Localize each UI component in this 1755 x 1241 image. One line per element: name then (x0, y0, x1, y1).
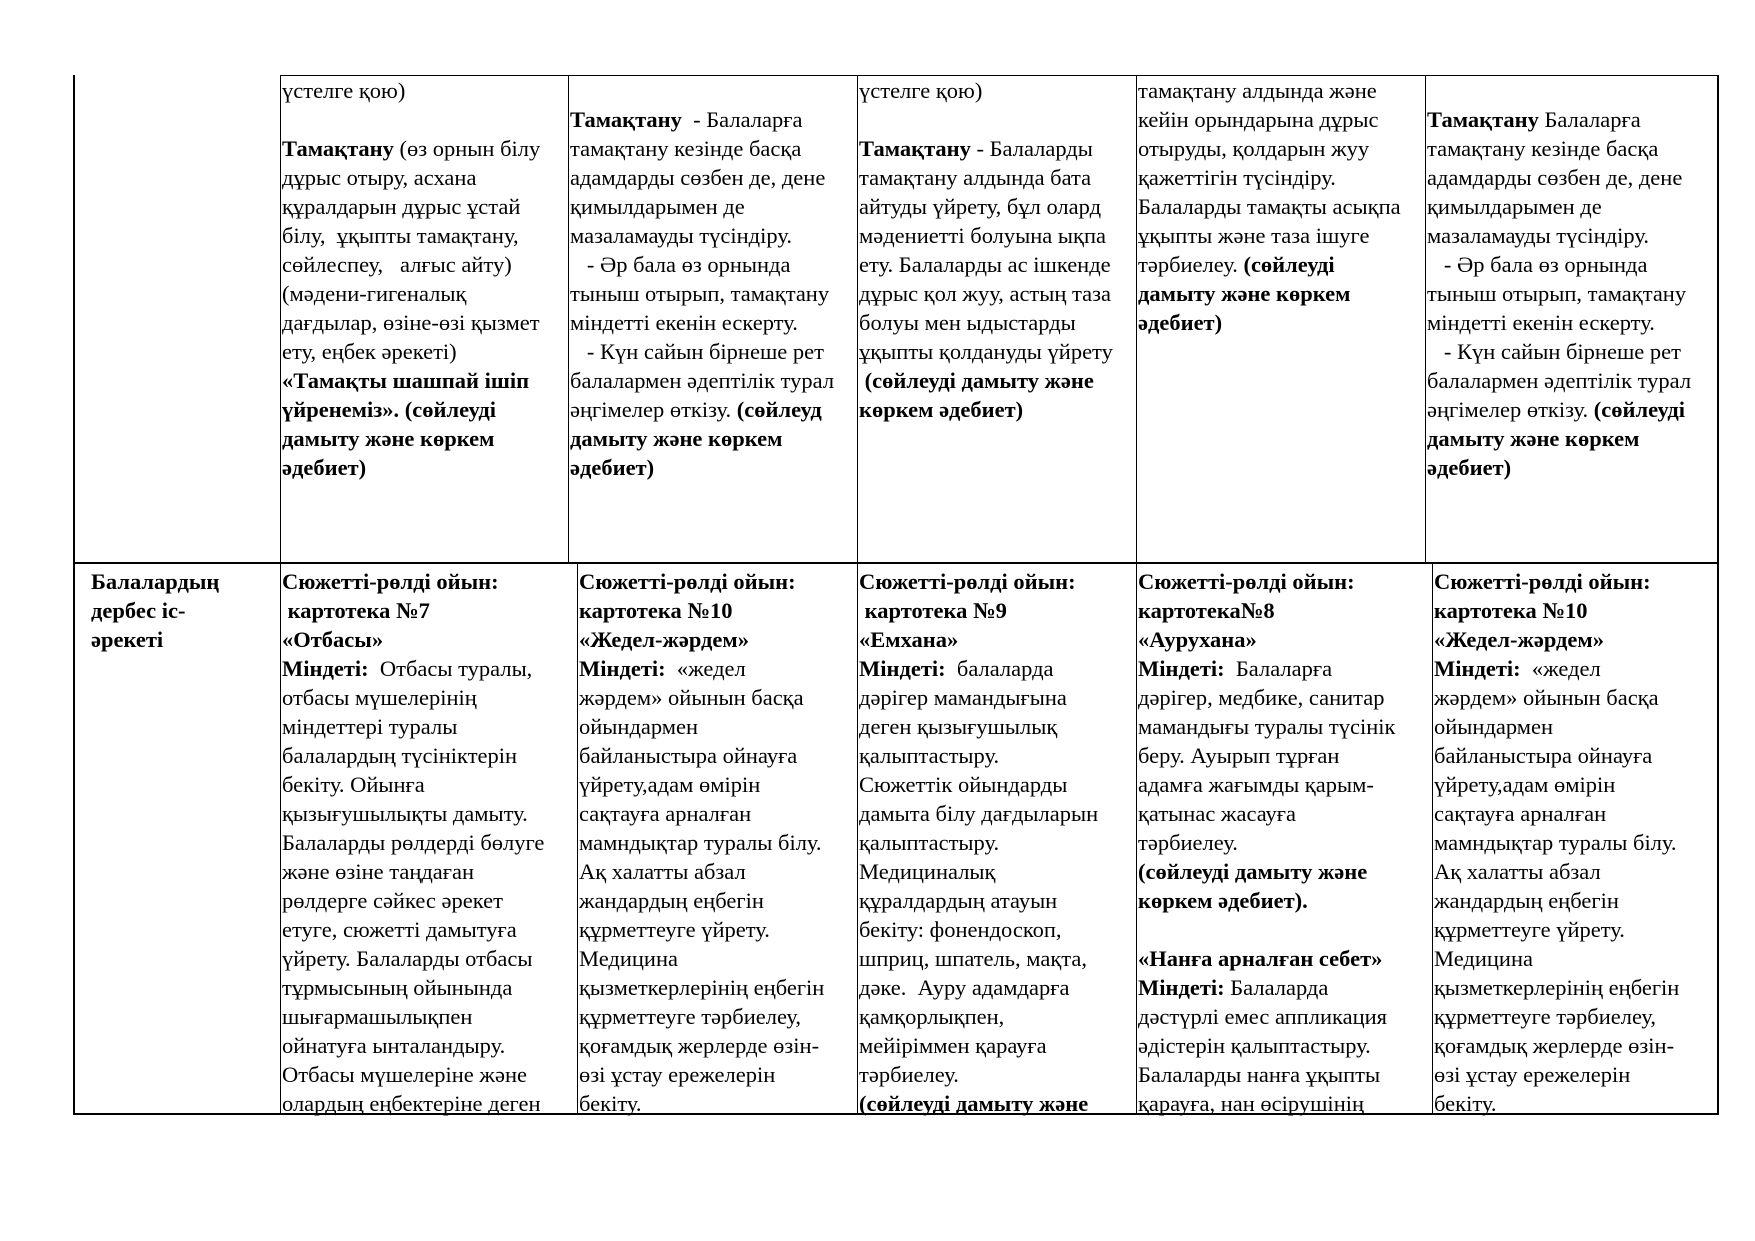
text-line: картотека №10 (579, 598, 733, 623)
text-line: - Күн сайын бірнеше рет (570, 339, 824, 364)
row-label-cell (91, 567, 279, 654)
text-line: тәрбиелеу. (859, 1062, 959, 1087)
bold-text: Тамақтану (282, 136, 394, 161)
table-border-left (73, 75, 75, 1115)
text-line: балалармен әдептілік турал (1427, 368, 1692, 393)
text-line: отыруды, қолдарын жуу (1138, 136, 1370, 161)
text-line: мамндықтар туралы білу. (579, 830, 822, 855)
text-line (1427, 76, 1717, 105)
text-line: дұрыс қол жуу, астың таза (859, 281, 1112, 306)
col-divider-2-top (568, 75, 569, 563)
text-line: дәрігер, медбике, санитар (1138, 685, 1385, 710)
bold-text: Міндеті: (859, 656, 946, 681)
text-segment: - Балаларға (681, 107, 803, 132)
text-line: «Нанға арналған себет» (1138, 946, 1383, 971)
text-line (859, 134, 1136, 163)
text-line (570, 395, 857, 424)
text-line: әдістерін қалыптастыру. (1138, 1033, 1371, 1058)
text-line: қызығушылықты дамыту. (282, 801, 528, 826)
text-line: әдебиет) (1138, 310, 1223, 335)
text-line: қатынас жасауға (1138, 801, 1297, 826)
text-line: Балаларды тамақты асықпа (1138, 194, 1401, 219)
text-line: көркем әдебиет) (859, 397, 1024, 422)
row-divider (73, 562, 1719, 564)
text-line (1138, 915, 1431, 944)
text-segment: Балаларда (1224, 975, 1329, 1000)
text-line: картотека №10 (1434, 598, 1588, 623)
text-line: Сюжеттік ойындарды (859, 772, 1068, 797)
text-line: (сөйлеуді дамыту және (859, 368, 1094, 393)
text-line: ойындармен (1434, 714, 1554, 739)
bold-text: (сөйлеуді (1243, 252, 1335, 277)
bottom-row-cell-4 (1138, 567, 1431, 1118)
text-line: Медицина (1434, 946, 1533, 971)
bottom-row-cell-3 (859, 567, 1136, 1118)
text-line: байланыстыра ойнауға (579, 743, 798, 768)
text-segment: «жедел (1520, 656, 1601, 681)
text-line: мазаламауды түсіндіру. (570, 223, 792, 248)
text-line: бекіту. (579, 1091, 642, 1116)
col-divider-1 (280, 75, 281, 1114)
bold-text: Тамақтану (859, 136, 971, 161)
text-line: шприц, шпатель, мақта, (859, 946, 1087, 971)
bold-text: Тамақтану (1427, 107, 1539, 132)
text-line: міндетті екенін ескерту. (1427, 310, 1655, 335)
text-line: дағдылар, өзіне-өзі қызмет (282, 310, 540, 335)
text-line: және өзіне таңдаған (282, 859, 475, 884)
text-line (1138, 250, 1425, 279)
text-line: (сөйлеуді дамыту және (859, 1091, 1089, 1116)
top-row-cell-2 (570, 76, 857, 482)
top-row-cell-1 (282, 76, 568, 482)
text-line (859, 654, 1136, 683)
text-line: картотека №7 (282, 598, 430, 623)
text-line: ету. Балаларды ас ішкенде (859, 252, 1111, 277)
text-segment: Балаларға (1224, 656, 1333, 681)
text-line: Сюжетті-рөлді ойын: (1434, 569, 1651, 594)
text-segment: «жедел (665, 656, 746, 681)
text-line: Медициналық (859, 859, 996, 884)
text-line: дәрігер мамандығына (859, 685, 1067, 710)
text-line: айтуды үйрету, бұл олард (859, 194, 1102, 219)
text-line: міндетті екенін ескерту. (570, 310, 798, 335)
text-line: бекіту. Ойынға (282, 772, 425, 797)
text-line: дәке. Ауру адамдарға (859, 975, 1070, 1000)
text-line: дамыту және көркем (1138, 281, 1351, 306)
text-line: Сюжетті-рөлді ойын: (1138, 569, 1355, 594)
text-line: Сюжетті-рөлді ойын: (282, 569, 499, 594)
bold-text: Тамақтану (570, 107, 682, 132)
text-line: Ақ халатты абзал (1434, 859, 1601, 884)
text-line: «Отбасы» (282, 627, 384, 652)
text-line: Отбасы мүшелеріне және (282, 1062, 527, 1087)
text-line: болуы мен ыдыстарды (859, 310, 1076, 335)
text-line: мазаламауды түсіндіру. (1427, 223, 1649, 248)
text-segment: Балаларға (1538, 107, 1641, 132)
text-line: тамақтану кезінде басқа (570, 136, 802, 161)
text-segment: әңгімелер өткізу. (570, 397, 737, 422)
text-line: құрметтеуге тәрбиелеу, (579, 1004, 802, 1029)
text-line: көркем әдебиет). (1138, 888, 1308, 913)
text-line: ойындармен (579, 714, 699, 739)
col-divider-5-bottom (1432, 563, 1433, 1114)
top-row-cell-5 (1427, 76, 1717, 482)
text-line: Ақ халатты абзал (579, 859, 746, 884)
text-line: әдебиет) (282, 455, 367, 480)
text-line (1434, 654, 1717, 683)
text-line: жәрдем» ойынын басқа (1434, 685, 1659, 710)
col-divider-2-bottom (577, 563, 578, 1114)
text-segment: тәрбиелеу. (1138, 252, 1244, 277)
text-line: «Тамақты шашпай ішіп (282, 368, 530, 393)
bold-text: Міндеті: (579, 656, 666, 681)
text-line (1138, 973, 1431, 1002)
text-line: дамыта білу дағдыларын (859, 801, 1099, 826)
text-line: өзі ұстау ережелерін (579, 1062, 776, 1087)
text-line: жәрдем» ойынын басқа (579, 685, 804, 710)
text-line: Медицина (579, 946, 678, 971)
text-line: қоғамдық жерлерде өзін- (579, 1033, 820, 1058)
text-line: дамыту және көркем (570, 426, 783, 451)
bold-text: Міндеті: (1138, 656, 1225, 681)
text-line (1427, 105, 1717, 134)
text-segment: әңгімелер өткізу. (1427, 397, 1594, 422)
text-line: өзі ұстау ережелерін (1434, 1062, 1631, 1087)
text-segment: - Балаларды (970, 136, 1093, 161)
text-line: адамға жағымды қарым- (1138, 772, 1374, 797)
text-line: дамыту және көркем (282, 426, 495, 451)
text-line: тамақтану кезінде басқа (1427, 136, 1659, 161)
text-line: тұрмысының ойынында (282, 975, 513, 1000)
text-line: (сөйлеуді дамыту және (1138, 859, 1368, 884)
text-line: «Жедел-жәрдем» (579, 627, 749, 652)
text-line: тыныш отырып, тамақтану (1427, 281, 1687, 306)
text-line: сөйлеспеу, алғыс айту) (282, 252, 512, 277)
text-line: ойнатуға ынталандыру. (282, 1033, 506, 1058)
text-line: құралдардың атауын (859, 888, 1058, 913)
top-row-cell-3 (859, 76, 1136, 424)
text-line: ету, еңбек әрекеті) (282, 339, 457, 364)
text-line: жандардың еңбегін (579, 888, 764, 913)
bold-text: (сөйлеуд (736, 397, 822, 422)
text-line: беру. Ауырып тұрған (1138, 743, 1340, 768)
text-line (570, 76, 857, 105)
text-line: мамндықтар туралы білу. (1434, 830, 1677, 855)
text-line: олардың еңбектеріне деген (282, 1091, 541, 1116)
bottom-row-cell-1 (282, 567, 576, 1118)
text-line: сақтауға арналған (579, 801, 752, 826)
text-line: Балаларды рөлдерді бөлуге (282, 830, 545, 855)
text-line: мейіріммен қарауға (859, 1033, 1047, 1058)
text-line: - Әр бала өз орнында (570, 252, 791, 277)
text-line: «Жедел-жәрдем» (1434, 627, 1604, 652)
text-line: сақтауға арналған (1434, 801, 1607, 826)
text-line: мамандығы туралы түсінік (1138, 714, 1396, 739)
text-line: құрметтеуге үйрету. (579, 917, 770, 942)
text-line: отбасы мүшелерінің (282, 685, 477, 710)
text-line: білу, ұқыпты тамақтану, (282, 223, 519, 248)
text-line: әрекеті (91, 627, 164, 652)
text-line: қажеттігін түсіндіру. (1138, 165, 1336, 190)
text-line: «Емхана» (859, 627, 959, 652)
text-line: адамдарды сөзбен де, дене (1427, 165, 1683, 190)
text-line: үстелге қою) (859, 78, 983, 103)
text-line: «Аурухана» (1138, 627, 1257, 652)
text-line: рөлдерге сәйкес әрекет (282, 888, 503, 913)
text-line: Балаларды нанға ұқыпты (1138, 1062, 1381, 1087)
text-line: дәстүрлі емес аппликация (1138, 1004, 1387, 1029)
text-line: мәдениетті болуына ықпа (859, 223, 1106, 248)
text-line: етуге, сюжетті дамытуға (282, 917, 517, 942)
text-line: қалыптастыру. (859, 743, 1000, 768)
table-border-right (1717, 75, 1719, 1115)
text-line: қоғамдық жерлерде өзін- (1434, 1033, 1675, 1058)
text-line (282, 105, 568, 134)
text-line: бекіту. (1434, 1091, 1497, 1116)
text-line: үйрету,адам өмірін (1434, 772, 1616, 797)
bold-text: Міндеті: (1138, 975, 1225, 1000)
text-segment: Отбасы туралы, (368, 656, 533, 681)
bold-text: Міндеті: (282, 656, 369, 681)
text-line: тамақтану алдында және (1138, 78, 1377, 103)
text-line: үстелге қою) (282, 78, 406, 103)
text-line: қалыптастыру. (859, 830, 1000, 855)
text-line: әдебиет) (1427, 455, 1512, 480)
text-line: балалармен әдептілік турал (570, 368, 835, 393)
text-line: міндеттері туралы (282, 714, 458, 739)
text-line: ұқыпты және таза ішуге (1138, 223, 1370, 248)
text-line: ұқыпты қолдануды үйрету (859, 339, 1113, 364)
text-line (570, 105, 857, 134)
text-line: әдебиет) (570, 455, 655, 480)
text-line: Балалардың (91, 569, 220, 594)
bold-text: (сөйлеуді (1593, 397, 1685, 422)
text-line: кейін орындарына дұрыс (1138, 107, 1379, 132)
bottom-row-cell-2 (579, 567, 856, 1118)
text-line (1427, 395, 1717, 424)
col-divider-3 (857, 75, 858, 1114)
text-line: тәрбиелеу. (1138, 830, 1238, 855)
text-line: қимылдарымен де (570, 194, 745, 219)
text-line: балалардың түсініктерін (282, 743, 518, 768)
text-line: үйрету. Балаларды отбасы (282, 946, 533, 971)
text-line: жандардың еңбегін (1434, 888, 1619, 913)
text-line: дамыту және көркем (1427, 426, 1640, 451)
text-line: үйрету,адам өмірін (579, 772, 761, 797)
text-line (1138, 654, 1431, 683)
text-line: қимылдарымен де (1427, 194, 1602, 219)
text-line: (мәдени-гигеналық (282, 281, 467, 306)
text-line: қамқорлықпен, (859, 1004, 1005, 1029)
text-segment: (өз орнын білу (393, 136, 541, 161)
text-line: дұрыс отыру, асхана (282, 165, 477, 190)
text-line: құралдарын дұрыс ұстай (282, 194, 521, 219)
text-line: - Әр бала өз орнында (1427, 252, 1648, 277)
text-line: қызметкерлерінің еңбегін (1434, 975, 1680, 1000)
col-divider-5-top (1425, 75, 1426, 563)
text-line (579, 654, 856, 683)
text-line: Сюжетті-рөлді ойын: (579, 569, 796, 594)
bottom-row-cell-5 (1434, 567, 1717, 1118)
text-line (859, 105, 1136, 134)
top-row-cell-4 (1138, 76, 1425, 337)
text-line: тамақтану алдында бата (859, 165, 1092, 190)
text-line: үйренеміз». (сөйлеуді (282, 397, 496, 422)
text-line: адамдарды сөзбен де, дене (570, 165, 826, 190)
text-line: құрметтеуге тәрбиелеу, (1434, 1004, 1657, 1029)
text-line: дербес іс- (91, 598, 186, 623)
text-line: картотека №9 (859, 598, 1007, 623)
text-line: бекіту: фонендоскоп, (859, 917, 1062, 942)
text-line: қарауға, нан өсірушінің (1138, 1091, 1365, 1116)
text-line: - Күн сайын бірнеше рет (1427, 339, 1681, 364)
text-line (282, 654, 576, 683)
text-line: тыныш отырып, тамақтану (570, 281, 830, 306)
text-segment: балаларда (945, 656, 1054, 681)
text-line (282, 134, 568, 163)
text-line: деген қызығушылық (859, 714, 1058, 739)
text-line: картотека№8 (1138, 598, 1275, 623)
text-line: шығармашылықпен (282, 1004, 473, 1029)
col-divider-4 (1136, 75, 1137, 1114)
text-line: қызметкерлерінің еңбегін (579, 975, 825, 1000)
bold-text: Міндеті: (1434, 656, 1521, 681)
text-line: байланыстыра ойнауға (1434, 743, 1653, 768)
text-line: Сюжетті-рөлді ойын: (859, 569, 1076, 594)
text-line: құрметтеуге үйрету. (1434, 917, 1625, 942)
